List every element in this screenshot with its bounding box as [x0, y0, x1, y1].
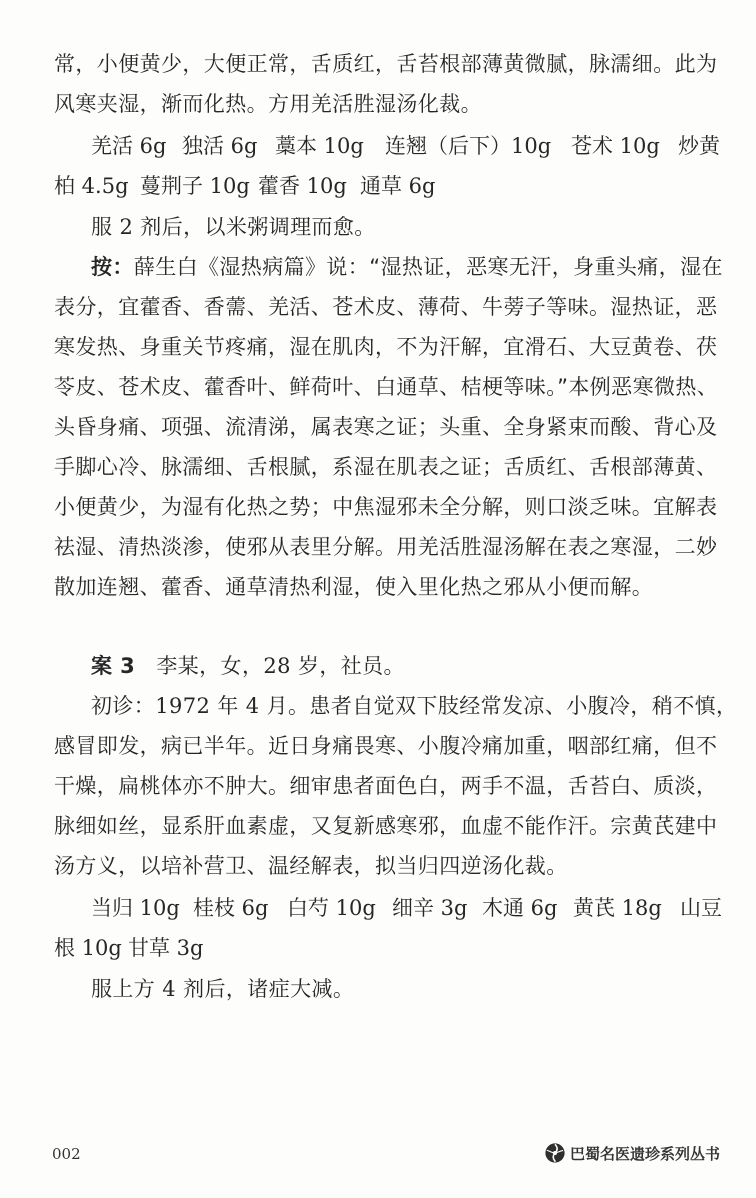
- text-line: 祛湿、清热淡渗，使邪从表里分解。用羌活胜湿汤解在表之寒湿，二妙: [54, 535, 718, 559]
- body-line: [91, 209, 756, 245]
- herb-item: 羌活 6g: [91, 134, 167, 158]
- text-line: 小便黄少，为湿有化热之势；中焦湿邪未全分解，则口淡乏味。宜解表: [54, 495, 718, 519]
- text-line: 初诊：1972 年 4 月。患者自觉双下肢经常发凉、小腹冷，稍不慎，: [91, 694, 738, 718]
- note-line: [54, 569, 756, 605]
- text-line: 脉细如丝，显系肝血素虚，又复新感寒邪，血虚不能作汗。宗黄芪建中: [54, 814, 718, 838]
- note-line: [54, 529, 756, 565]
- herb-item: 黄芪 18g: [573, 896, 662, 920]
- text-line: 表分，宜藿香、香薷、羌活、苍术皮、薄荷、牛蒡子等味。湿热证，恶: [54, 295, 718, 319]
- text-line: 干燥，扁桃体亦不肿大。细审患者面色白，两手不温，舌苔白、质淡，: [54, 774, 718, 798]
- body-line: [54, 808, 756, 844]
- text-line: 散加连翘、藿香、通草清热利湿，使入里化热之邪从小便而解。: [54, 575, 654, 599]
- herb-item: 山豆: [680, 896, 722, 920]
- note-label: 按：: [91, 255, 134, 279]
- body-line: [91, 688, 756, 724]
- herb-item: 通草 6g: [360, 174, 436, 198]
- note-line: [54, 369, 756, 405]
- body-line: [54, 86, 756, 122]
- herb-item: 藁本 10g: [275, 134, 364, 158]
- case-text: 李某，女，28 岁，社员。: [156, 654, 405, 678]
- herb-item: 苍术 10g: [571, 134, 660, 158]
- case-label: 案 3: [91, 654, 136, 678]
- herb-item: 桂枝 6g: [193, 896, 269, 920]
- text-line: 寒发热、身重关节疼痛，湿在肌肉，不为汗解，宜滑石、大豆黄卷、茯: [54, 335, 718, 359]
- text-line: 常，小便黄少，大便正常，舌质红，舌苔根部薄黄微腻，脉濡细。此为: [54, 52, 718, 76]
- note-line: [54, 409, 756, 445]
- herb-item: 根 10g: [54, 936, 122, 960]
- note-line: [54, 449, 756, 485]
- text-line: 薛生白《湿热病篇》说：“湿热证，恶寒无汗，身重头痛，湿在: [133, 255, 723, 279]
- note-line: [54, 289, 756, 325]
- herb-item: 炒黄: [678, 134, 720, 158]
- text-line: 感冒即发，病已半年。近日身痛畏寒、小腹冷痛加重，咽部红痛，但不: [54, 734, 718, 758]
- text-line: 苓皮、苍术皮、藿香叶、鲜荷叶、白通草、桔梗等味。”本例恶寒微热、: [54, 375, 719, 399]
- text-line: 服上方 4 剂后，诸症大减。: [91, 977, 355, 1001]
- herb-item: 柏 4.5g: [54, 174, 129, 198]
- case-heading: [91, 648, 756, 684]
- note-line: [91, 249, 756, 285]
- text-line: 服 2 剂后，以米粥调理而愈。: [91, 215, 376, 239]
- body-line: [54, 848, 756, 884]
- body-line: [54, 46, 756, 82]
- text-line: 手脚心冷、脉濡细、舌根腻，系湿在肌表之证；舌质红、舌根部薄黄、: [54, 455, 718, 479]
- body-line: [91, 971, 756, 1007]
- text-line: 头昏身痛、项强、流清涕，属表寒之证；头重、全身紧束而酸、背心及: [54, 415, 718, 439]
- herb-item: 当归 10g: [91, 896, 180, 920]
- herb-item: 蔓荆子 10g: [140, 174, 250, 198]
- body-line: [54, 768, 756, 804]
- text-line: 汤方义，以培补营卫、温经解表，拟当归四逆汤化裁。: [54, 854, 568, 878]
- swirl-logo-icon: [544, 1142, 566, 1164]
- herb-item: 独活 6g: [182, 134, 258, 158]
- text-line: 风寒夹湿，渐而化热。方用羌活胜湿汤化裁。: [54, 92, 482, 116]
- herb-item: 连翘（后下）10g: [385, 134, 552, 158]
- herb-item: 甘草 3g: [128, 936, 204, 960]
- page-number: 002: [52, 1145, 81, 1163]
- herb-item: 白芍 10g: [287, 896, 376, 920]
- body-line: [54, 728, 756, 764]
- herb-item: 藿香 10g: [258, 174, 347, 198]
- herb-item: 木通 6g: [482, 896, 558, 920]
- series-title: 巴蜀名医遗珍系列丛书: [569, 1144, 720, 1163]
- herb-item: 细辛 3g: [392, 896, 468, 920]
- note-line: [54, 489, 756, 525]
- note-line: [54, 329, 756, 365]
- series-footer: [544, 1141, 720, 1165]
